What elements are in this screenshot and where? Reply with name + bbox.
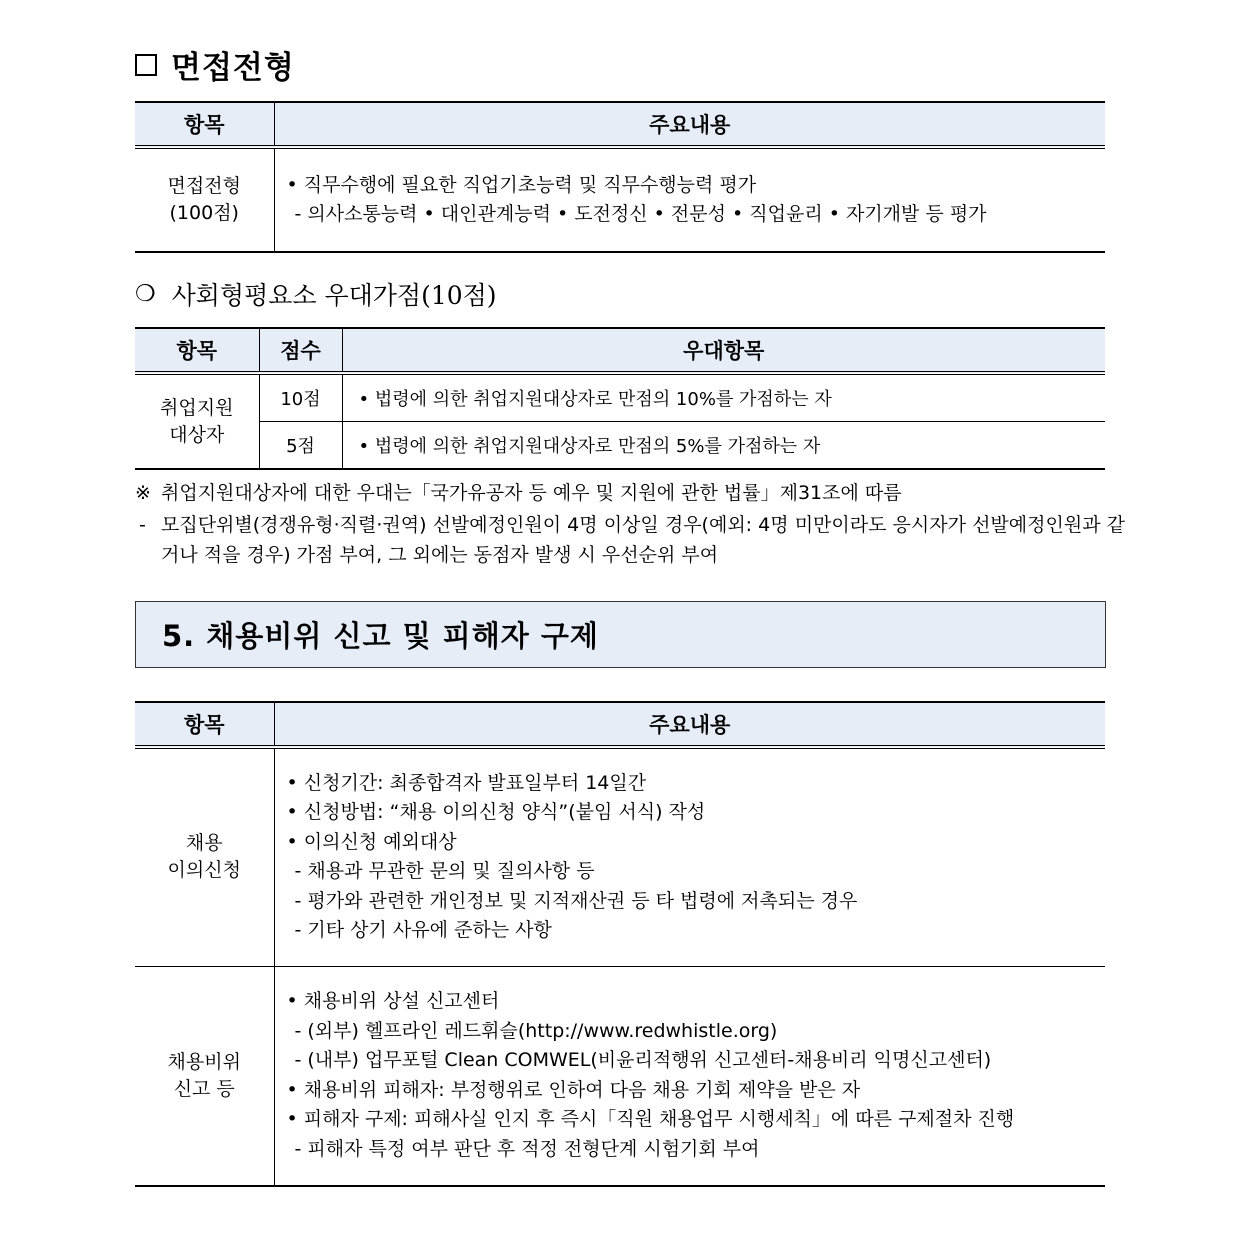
row-content xyxy=(274,966,1105,1186)
subsection-title: 사회형평요소 우대가점(10점) xyxy=(171,281,497,310)
content-line: - 평가와 관련한 개인정보 및 지적재산권 등 타 법령에 저촉되는 경우 xyxy=(294,889,858,912)
item-line: 대상자 xyxy=(169,423,225,446)
note-text: 모집단위별(경쟁유형·직렬·권역) 선발예정인원이 4명 이상일 경우(예외: 4명 미만이라도 응시자가 선발예정인원과 같거나 적을 경우) 가점 부여, 그 외에는 동점자 발생 시 우선순위 부여 xyxy=(161,514,1125,566)
item-line: 신고 등 xyxy=(173,1077,235,1100)
content-line: - 의사소통능력 • 대인관계능력 • 도전정신 • 전문성 • 직업윤리 • 자기개발 등 평가 xyxy=(294,203,987,225)
subsection-heading-bonus xyxy=(135,276,497,312)
section-banner xyxy=(135,601,1106,668)
header-content: 주요내용 xyxy=(274,102,1105,147)
table-header-row xyxy=(135,102,1105,147)
content-line: • 신청방법: “채용 이의신청 양식”(붙임 서식) 작성 xyxy=(286,801,706,824)
content-line: • 채용비위 피해자: 부정행위로 인하여 다음 채용 기회 제약을 받은 자 xyxy=(286,1078,861,1101)
content-line: - 기타 상기 사유에 준하는 사항 xyxy=(294,919,552,942)
table-header-row xyxy=(135,702,1105,747)
reference-mark: ※ xyxy=(135,482,151,504)
circle-bullet-icon: ❍ xyxy=(135,281,156,307)
content-line: • 신청기간: 최종합격자 발표일부터 14일간 xyxy=(286,771,647,794)
item-line: 면접전형 xyxy=(167,175,241,197)
table-row xyxy=(135,747,1105,966)
row-item xyxy=(135,747,274,966)
row-item xyxy=(135,147,274,252)
note-text: 취업지원대상자에 대한 우대는「국가유공자 등 예우 및 지원에 관한 법률」제31조에 따름 xyxy=(161,482,902,504)
preference-cell: • 법령에 의한 취업지원대상자로 만점의 10%를 가점하는 자 xyxy=(342,373,1105,421)
row-content xyxy=(274,747,1105,966)
header-item: 항목 xyxy=(135,328,259,373)
report-table xyxy=(135,701,1105,1187)
score-cell: 5점 xyxy=(259,421,342,469)
table-row xyxy=(135,966,1105,1186)
section-title: 면접전형 xyxy=(171,50,295,86)
square-bullet-icon xyxy=(135,54,157,76)
header-item: 항목 xyxy=(135,702,274,747)
row-item xyxy=(135,966,274,1186)
item-line: 이의신청 xyxy=(167,859,241,882)
content-line: - (외부) 헬프라인 레드휘슬(http://www.redwhistle.org) xyxy=(294,1019,778,1042)
header-score: 점수 xyxy=(259,328,342,373)
section-heading-interview xyxy=(135,42,295,87)
table-row xyxy=(135,147,1105,252)
score-cell: 10점 xyxy=(259,373,342,421)
section-title: 5. 채용비위 신고 및 피해자 구제 xyxy=(162,619,599,653)
bonus-notes xyxy=(135,478,1125,570)
content-line: • 직무수행에 필요한 직업기초능력 및 직무수행능력 평가 xyxy=(286,173,757,196)
note-item xyxy=(135,510,1125,570)
dash-mark: - xyxy=(139,514,146,536)
content-line: • 이의신청 예외대상 xyxy=(286,830,457,853)
table-header-row xyxy=(135,328,1105,373)
item-line: 취업지원 xyxy=(160,396,234,419)
content-line: - 피해자 특정 여부 판단 후 적정 전형단계 시험기회 부여 xyxy=(294,1137,760,1160)
preference-cell: • 법령에 의한 취업지원대상자로 만점의 5%를 가점하는 자 xyxy=(342,421,1105,469)
content-line: - (내부) 업무포털 Clean COMWEL(비윤리적행위 신고센터-채용비리 익명신고센터) xyxy=(294,1049,992,1072)
item-line: 채용비위 xyxy=(167,1050,241,1073)
content-line: • 피해자 구제: 피해사실 인지 후 즉시「직원 채용업무 시행세칙」에 따른 구제절차 진행 xyxy=(286,1108,1015,1131)
header-preference: 우대항목 xyxy=(342,328,1105,373)
content-line: • 채용비위 상설 신고센터 xyxy=(286,990,500,1013)
row-content xyxy=(274,147,1105,252)
content-line: - 채용과 무관한 문의 및 질의사항 등 xyxy=(294,860,595,883)
item-line: (100점) xyxy=(169,202,239,224)
row-item xyxy=(135,373,259,469)
table-row xyxy=(135,373,1105,421)
interview-table xyxy=(135,101,1105,253)
item-line: 채용 xyxy=(185,832,223,855)
bonus-table xyxy=(135,327,1105,470)
table-row xyxy=(135,421,1105,469)
header-content: 주요내용 xyxy=(274,702,1105,747)
header-item: 항목 xyxy=(135,102,274,147)
note-item xyxy=(135,478,1125,508)
